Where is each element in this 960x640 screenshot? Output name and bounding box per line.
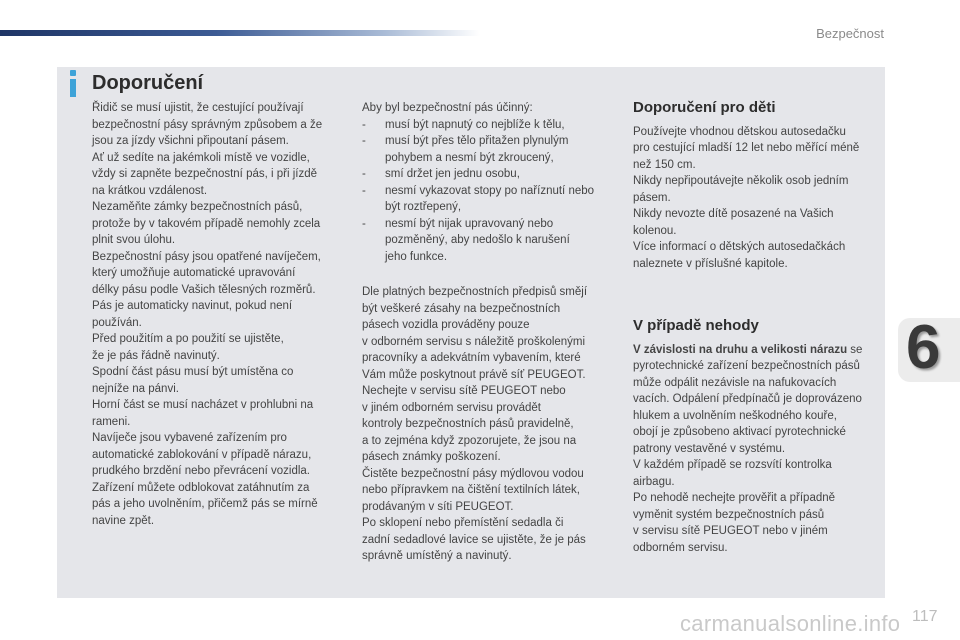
paragraph: Nechejte v servisu sítě PEUGEOT nebo v jiném odborném servisu provádět kontroly bezpečnostních pásů pravidelně, a to zejména když zpozorujete, že jsou na pásech známky poškození. — [362, 385, 577, 463]
paragraph: V každém případě se rozsvítí kontrolka airbagu. — [633, 459, 832, 488]
list-dash: - — [362, 168, 366, 180]
list-item — [362, 133, 618, 166]
chapter-number: 6 — [906, 313, 941, 382]
list-dash: - — [362, 118, 366, 131]
paragraph — [633, 342, 883, 458]
paragraph: Dle platných bezpečnostních předpisů smějí být veškeré zásahy na bezpečnostních pásech vozidla prováděny pouze v odborném servisu s náležitě proškolenými pracovníky a adekvátním vybavením, které Vám může poskytnout právě síť PEUGEOT. — [362, 286, 588, 381]
watermark: carmanualsonline.info — [680, 611, 901, 636]
list-item — [362, 166, 618, 183]
paragraph: Čistěte bezpečnostní pásy mýdlovou vodou nebo přípravkem na čištění textilních látek, prodávaným v síti PEUGEOT. — [362, 467, 584, 513]
left-column — [92, 100, 348, 529]
list-text: nesmí vykazovat stopy po naříznutí nebo být roztřepený, — [385, 184, 595, 213]
list-intro: Aby byl bezpečnostní pás účinný: — [362, 102, 533, 114]
paragraph: Spodní část pásu musí být umístěna co nejníže na pánvi. — [92, 366, 294, 395]
header-decor-bar — [0, 30, 480, 36]
paragraph: Před použitím a po použití se ujistěte, že je pás řádně navinutý. — [92, 333, 284, 362]
right-column — [633, 100, 883, 556]
chapter-tab — [898, 313, 960, 382]
lead-bold-text: V závislosti na druhu a velikosti nárazu — [633, 343, 848, 356]
paragraph: Bezpečnostní pásy jsou opatřené navíječem, který umožňuje automatické upravování délky pásu podle Vašich tělesných rozměrů. Pás je automaticky navinut, pokud není používán. — [92, 250, 321, 329]
list-text: nesmí být nijak upravovaný nebo pozměněný, aby nedošlo k narušení jeho funkce. — [385, 217, 570, 263]
paragraph: Navíječe jsou vybavené zařízením pro automatické zablokování v případě nárazu, prudkého brzdění nebo převrácení vozidla. Zařízení můžete odblokovat zatáhnutím za pás a jeho uvolněním, přičemž pás se mírně navine zpět. — [92, 432, 318, 527]
list-text: musí být přes tělo přitažen plynulým pohybem a nesmí být zkroucený, — [385, 135, 569, 164]
list-dash: - — [362, 217, 366, 230]
list-dash: - — [362, 135, 366, 147]
lead-text: se pyrotechnické zařízení bezpečnostních pásů může odpálit nezávisle na nafukovacích vacích. Odpálení předpínačů je doprovázeno hlukem a uvolněním neškodného kouře, obojí je způsobeno aktivací pyrotechnické patrony vestavěné v systému. — [633, 343, 863, 455]
paragraph: Horní část se musí nacházet v prohlubni na rameni. — [92, 399, 314, 428]
list-item — [362, 183, 618, 216]
paragraph: Více informací o dětských autosedačkách naleznete v příslušné kapitole. — [633, 241, 846, 270]
paragraph: Nikdy nepřipoutávejte několik osob jedním pásem. — [633, 175, 849, 204]
info-icon — [66, 70, 80, 98]
middle-column — [362, 100, 618, 565]
paragraph: Po sklopení nebo přemístění sedadla či zadní sedadlové lavice se ujistěte, že je pás správně umístěný a navinutý. — [362, 517, 586, 562]
list-text: smí držet jen jednu osobu, — [385, 168, 520, 180]
page-title: Doporučení — [92, 72, 204, 94]
list-item — [362, 216, 618, 266]
list-item — [362, 117, 618, 134]
paragraph: Řidič se musí ujistit, že cestující používají bezpečnostní pásy správným způsobem a že jsou za jízdy všichni připoutaní pásem. — [92, 102, 323, 147]
list-text: musí být napnutý co nejblíže k tělu, — [385, 118, 565, 131]
paragraph: Nikdy nevozte dítě posazené na Vašich kolenou. — [633, 208, 834, 237]
paragraph: Ať už sedíte na jakémkoli místě ve vozidle, vždy si zapněte bezpečnostní pás, i při jízdě na krátkou vzdálenost. — [92, 151, 318, 197]
paragraph: Nezaměňte zámky bezpečnostních pásů, protože by v takovém případě nemohly zcela plnit svou úlohu. — [92, 201, 321, 246]
page-number: 117 — [912, 608, 938, 625]
paragraph: Používejte vhodnou dětskou autosedačku pro cestující mladší 12 let nebo měřící méně než 150 cm. — [633, 125, 860, 171]
accident-heading: V případě nehody — [633, 317, 759, 334]
section-title: Bezpečnost — [816, 26, 884, 41]
list-dash: - — [362, 184, 366, 197]
paragraph: Po nehodě nechejte prověřit a případně vyměnit systém bezpečnostních pásů v servisu sítě PEUGEOT nebo v jiném odborném servisu. — [633, 492, 836, 554]
children-heading: Doporučení pro děti — [633, 99, 776, 116]
